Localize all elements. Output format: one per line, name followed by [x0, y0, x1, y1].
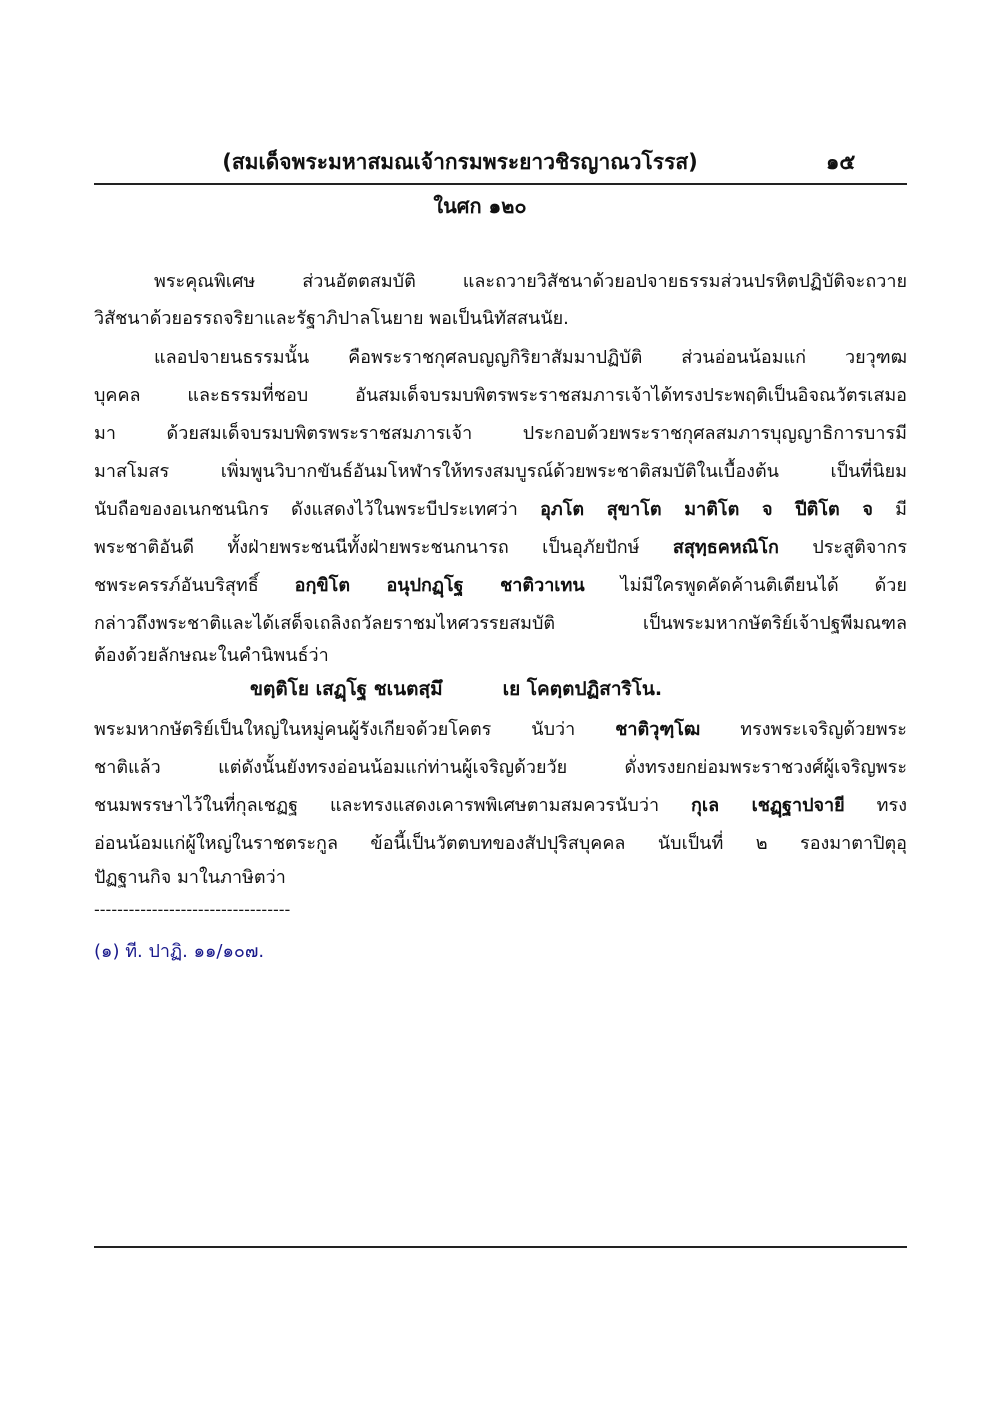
text-run: ชนมพรรษาไว้ในที่กุลเชฏฐ และทรงแสดงเคารพพิเศษตามสมควรนับว่า — [94, 795, 660, 816]
page-header-title: (สมเด็จพระมหาสมณเจ้ากรมพระยาวชิรญาณวโรรส) — [222, 150, 698, 174]
footnote-separator: ---------------------------------- — [94, 900, 291, 919]
pali-quote: สสุทฺธคหณิโก — [672, 537, 779, 558]
text-run: ประสูติจากร — [812, 537, 907, 558]
text-run: นับถือของอเนกชนนิกร ดังแสดงไว้ในพระบีประเทศว่า — [94, 499, 518, 520]
pali-quote: ชาติวุฑฺโฒ — [615, 719, 701, 740]
pali-quote: อกฺขิโต อนุปกฏฺโฐ ชาติวาเทน — [294, 575, 585, 596]
paragraph-line: วิสัชนาด้วยอรรถจริยาและรัฐาภิปาลโนยาย พอเป็นนิทัสสนนัย. — [94, 308, 569, 329]
paragraph-line: มาสโมสร เพิ่มพูนวิบากขันธ์อันมโหฬารให้ทรงสมบูรณ์ด้วยพระชาติสมบัติในเบื้องต้น เป็นที่นิยม — [94, 461, 907, 482]
paragraph-line — [94, 790, 907, 819]
paragraph-line: กล่าวถึงพระชาติและได้เสด็จเถลิงถวัลยราชมไหศวรรยสมบัติ เป็นพระมหากษัตริย์เจ้าปฐพีมณฑล — [94, 613, 907, 634]
paragraph-line: มา ด้วยสมเด็จบรมบพิตรพระราชสมภารเจ้า ประกอบด้วยพระราชกุศลสมภารบุญญาธิการบารมี — [94, 423, 907, 444]
pali-verse — [250, 674, 770, 704]
paragraph-line — [94, 570, 907, 599]
verse-part: เย โคตฺตปฏิสาริโน. — [502, 678, 663, 700]
verse-part: ขตฺติโย เสฏฺโฐ ชเนตสฺมึ — [250, 678, 443, 700]
paragraph-line: บุคคล และธรรมที่ชอบ อันสมเด็จบรมบพิตรพระราชสมภารเจ้าได้ทรงประพฤติเป็นอิจณวัตรเสมอ — [94, 385, 907, 406]
paragraph-line: แลอปจายนธรรมนั้น คือพระราชกุศลบญญกิริยาสัมมาปฏิบัติ ส่วนอ่อนน้อมแก่ วยวุฑฒ — [154, 347, 907, 368]
text-run: พระมหากษัตริย์เป็นใหญ่ในหมู่คนผู้รังเกียจด้วยโคตร นับว่า — [94, 719, 576, 740]
paragraph-line — [94, 494, 907, 523]
paragraph-line — [94, 532, 907, 561]
paragraph-line: พระคุณพิเศษ ส่วนอัตตสมบัติ และถวายวิสัชนาด้วยอปจายธรรมส่วนปรหิตปฏิบัติจะถวาย — [154, 271, 907, 292]
pali-quote: อุภโต สุขาโต มาติโต จ ปีติโต จ — [540, 499, 873, 520]
footnote-text: (๑) ที. ปาฏิ. ๑๑/๑๐๗. — [94, 941, 265, 962]
paragraph-line: ต้องด้วยลักษณะในคำนิพนธ์ว่า — [94, 645, 329, 666]
text-run: ทรง — [876, 795, 907, 816]
pali-quote: กุเล เชฏฺฐาปจายี — [691, 795, 845, 816]
paragraph-line: ชาติแล้ว แต่ดังนั้นยังทรงอ่อนน้อมแก่ท่านผู้เจริญด้วยวัย ดั่งทรงยกย่อมพระราชวงศ์ผู้เจริญพระ — [94, 757, 907, 778]
paragraph-line — [94, 714, 907, 743]
text-run: พระชาติอันดี ทั้งฝ่ายพระชนนีทั้งฝ่ายพระชนกนารถ เป็นอุภัยปักษ์ — [94, 537, 640, 558]
paragraph-line: อ่อนน้อมแก่ผู้ใหญ่ในราชตระกูล ข้อนี้เป็นวัตตบทของสัปปุริสบุคคล นับเป็นที่ ๒ รองมาตาปิตุอุ — [94, 833, 907, 854]
text-run: ทรงพระเจริญด้วยพระ — [740, 719, 907, 740]
text-run: ชพระครรภ์อันบริสุทธิ์ — [94, 575, 259, 596]
text-run: มี — [895, 499, 907, 520]
header-rule — [94, 183, 907, 185]
page-subtitle: ในศก ๑๒๐ — [433, 194, 527, 218]
text-run: ไม่มีใครพูดคัดค้านติเตียนได้ ด้วย — [620, 575, 907, 596]
footer-rule — [94, 1246, 907, 1248]
paragraph-line: ปัฏฐานกิจ มาในภาษิตว่า — [94, 867, 286, 888]
page-number: ๑๕ — [826, 150, 856, 174]
